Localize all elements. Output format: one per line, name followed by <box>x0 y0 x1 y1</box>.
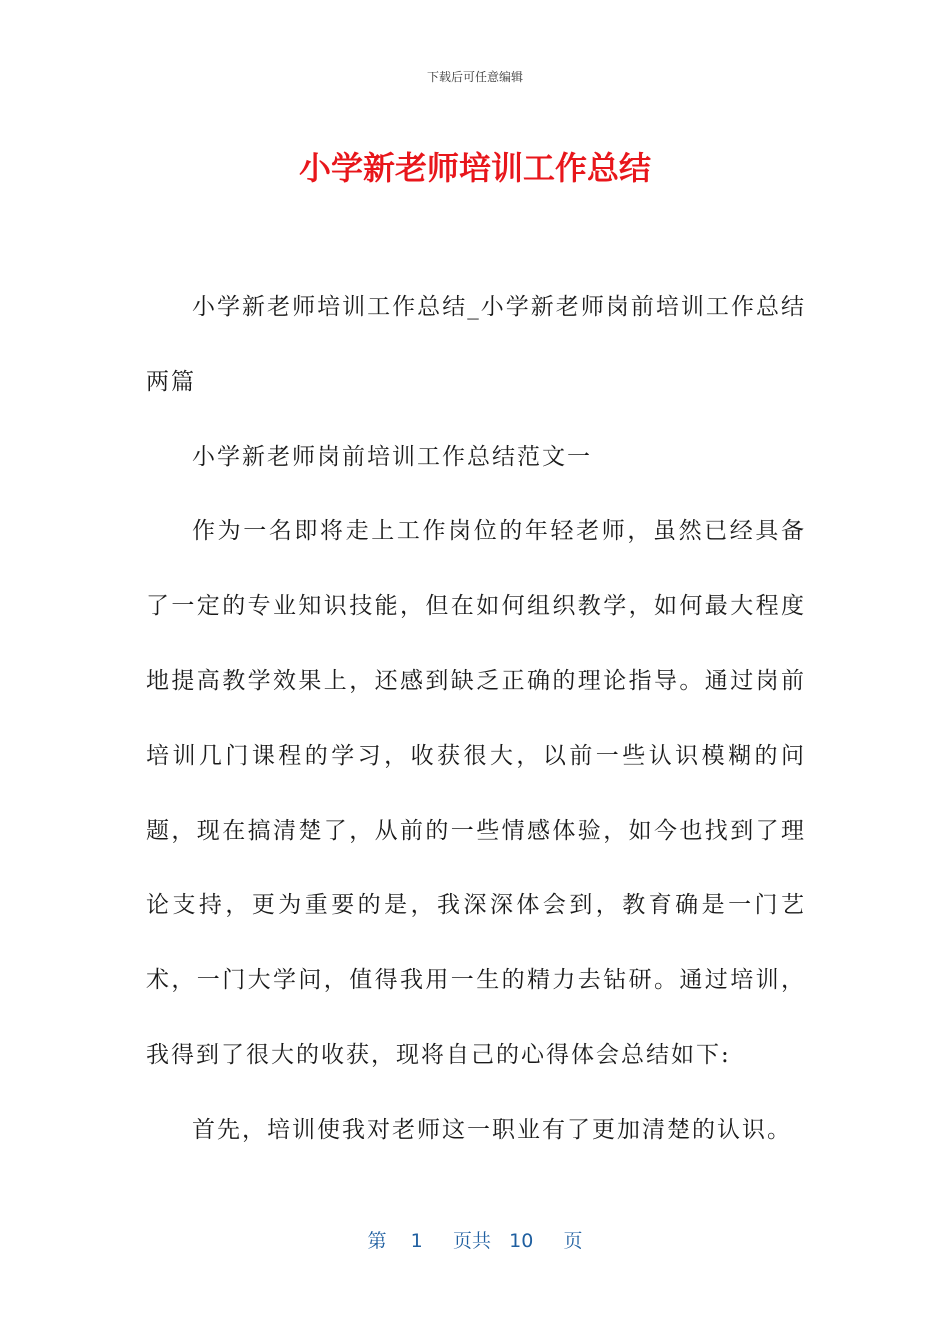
footer-prefix: 第 <box>367 1230 387 1252</box>
document-title: 小学新老师培训工作总结 <box>298 149 651 187</box>
footer-suffix: 页 <box>563 1230 583 1252</box>
paragraph-body: 作为一名即将走上工作岗位的年轻老师，虽然已经具备了一定的专业知识技能，但在如何组织教学，如何最大程度地提高教学效果上，还感到缺乏正确的理论指导。通过岗前培训几门课程的学习，收获很大，以前一些认识模糊的问题，现在搞清楚了，从前的一些情感体验，如今也找到了理论支持，更为重要的是，我深深体会到，教育确是一门艺术，一门大学问，值得我用一生的精力去钻研。通过培训，我得到了很大的收获，现将自己的心得体会总结如下: <box>146 518 806 1068</box>
paragraph-body: 首先，培训使我对老师这一职业有了更加清楚的认识。 <box>192 1116 792 1143</box>
footer-total-pages: 10 <box>509 1230 534 1252</box>
footer-middle: 页共 <box>452 1230 491 1252</box>
document-body <box>146 270 806 1168</box>
footer-current-page: 1 <box>410 1230 423 1252</box>
paragraph-subtitle: 小学新老师培训工作总结_小学新老师岗前培训工作总结两篇 <box>146 294 806 395</box>
page-footer <box>0 1226 950 1253</box>
paragraph-section-heading: 小学新老师岗前培训工作总结范文一 <box>192 443 592 470</box>
download-note: 下载后可任意编辑 <box>426 70 523 84</box>
